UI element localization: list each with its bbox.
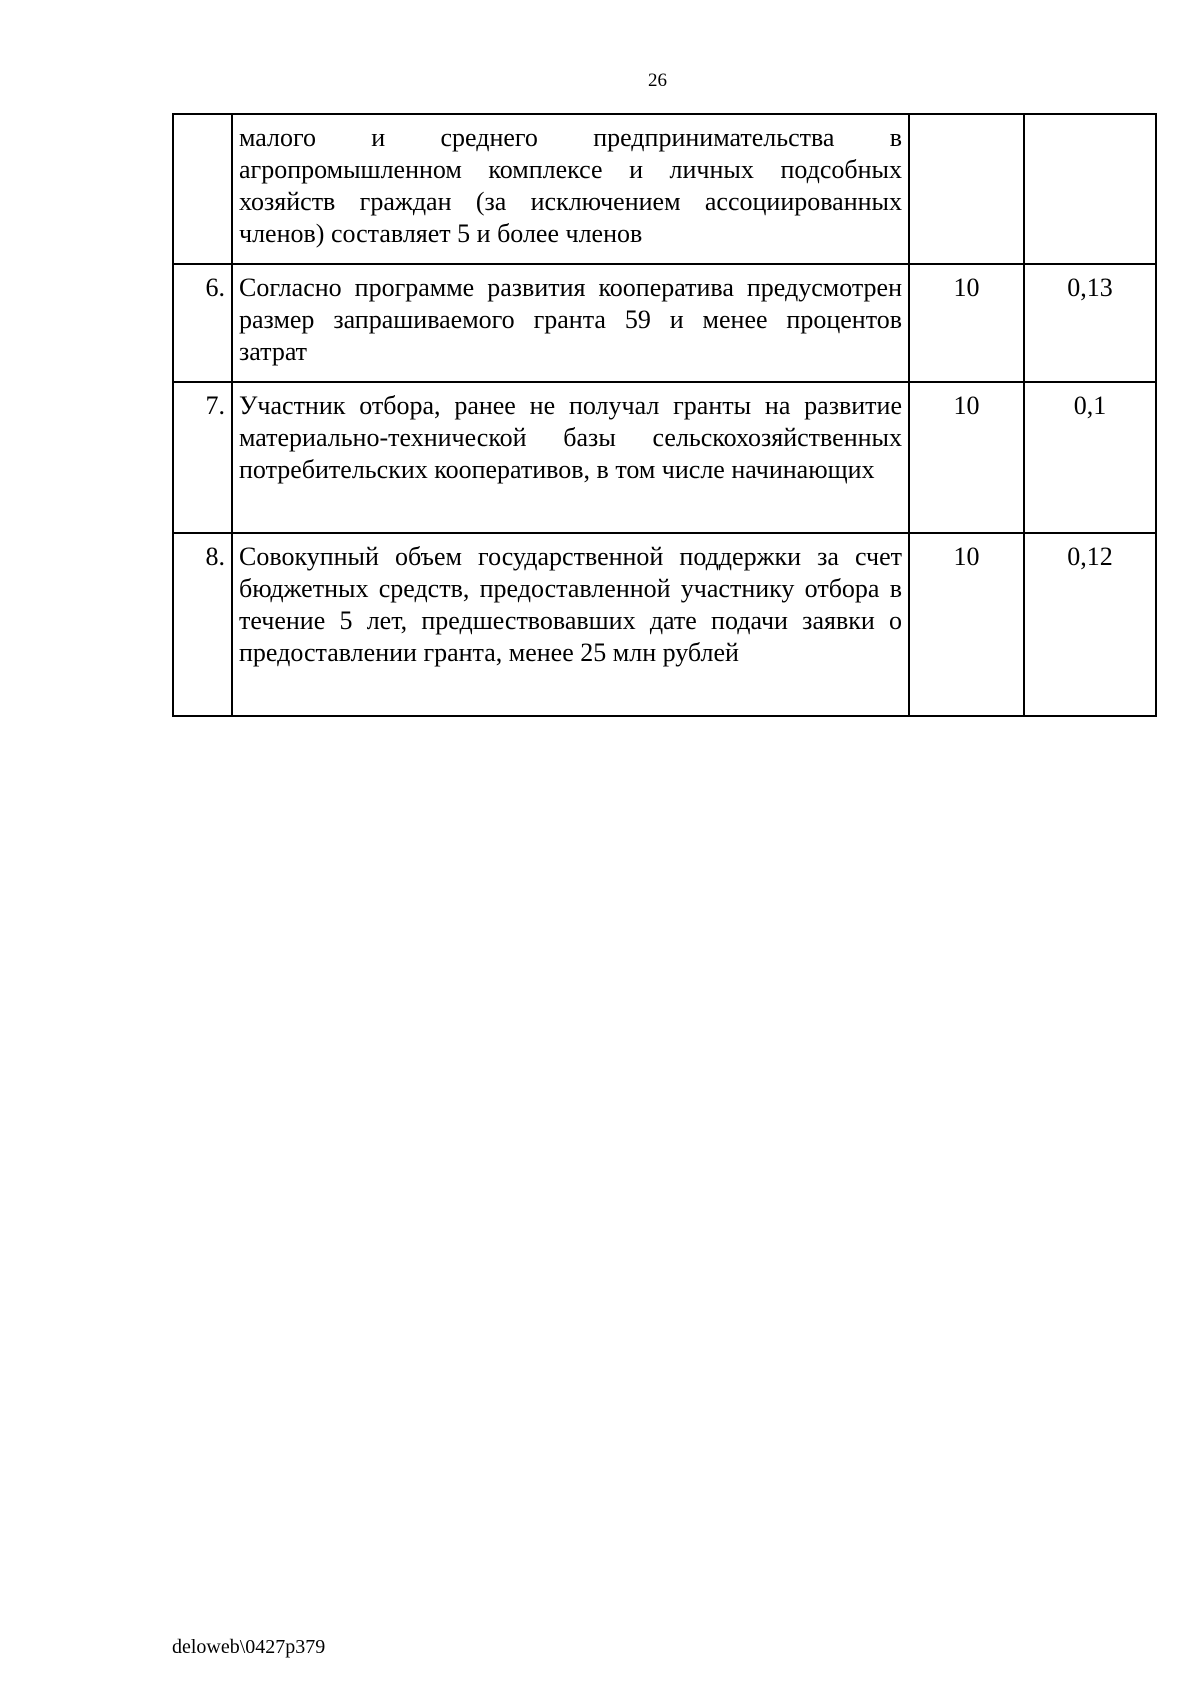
table-row: [173, 264, 1156, 382]
criterion-weight: 0,12: [1024, 533, 1156, 716]
criterion-text: Согласно программе развития кооператива предусмотрен размер запрашиваемого гранта 59 и менее процентов затрат: [232, 264, 909, 382]
criterion-score: 10: [909, 382, 1024, 533]
criterion-score: 10: [909, 533, 1024, 716]
criterion-text: Совокупный объем государственной поддержки за счет бюджетных средств, предоставленной участнику отбора в течение 5 лет, предшествовавших дате подачи заявки о предоставлении гранта, менее 25 млн рублей: [232, 533, 909, 716]
row-number: 6.: [173, 264, 232, 382]
criterion-weight: [1024, 114, 1156, 264]
table-row: [173, 533, 1156, 716]
table-row: [173, 114, 1156, 264]
criterion-text: малого и среднего предпринимательства в агропромышленном комплексе и личных подсобных хозяйств граждан (за исключением ассоциированных членов) составляет 5 и более членов: [232, 114, 909, 264]
criterion-text: Участник отбора, ранее не получал гранты на развитие материально-технической базы сельскохозяйственных потребительских кооперативов, в том числе начинающих: [232, 382, 909, 533]
table-row: [173, 382, 1156, 533]
criterion-score: [909, 114, 1024, 264]
criterion-score: 10: [909, 264, 1024, 382]
row-number: 7.: [173, 382, 232, 533]
page-number: 26: [648, 70, 667, 91]
row-number: [173, 114, 232, 264]
criterion-weight: 0,13: [1024, 264, 1156, 382]
document-footer-id: deloweb\0427p379: [172, 1636, 326, 1658]
criteria-table: [172, 113, 1157, 717]
row-number: 8.: [173, 533, 232, 716]
criterion-weight: 0,1: [1024, 382, 1156, 533]
